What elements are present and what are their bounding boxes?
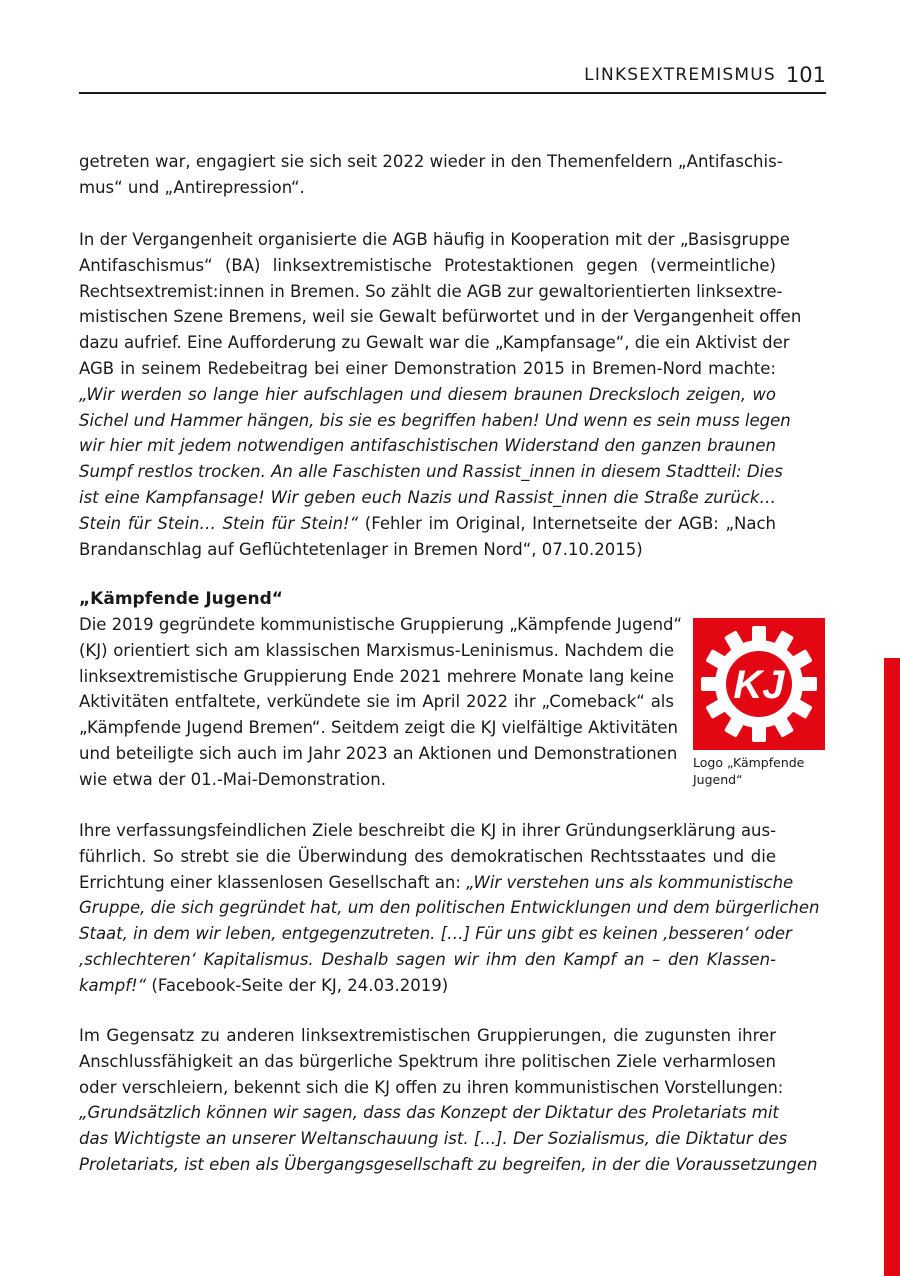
paragraph-4 (79, 1023, 818, 1178)
logo-caption (693, 754, 833, 788)
gear-logo-icon (693, 618, 825, 750)
text-line: linksextremistische Gruppierung Ende 2021 mehrere Monate lang keine (79, 666, 674, 686)
text-line: und beteiligte sich auch im Jahr 2023 an Aktionen und Demonstrationen (79, 743, 678, 763)
text-line: Aktivitäten entfaltete, verkündete sie im April 2022 ihr „Comeback“ als (79, 692, 674, 712)
text-line (79, 870, 794, 896)
quote-line: das Wichtigste an unserer Weltanschauung ist. [...]. Der Sozialismus, die Diktatur des (79, 1129, 788, 1149)
quote-line: Gruppe, die sich gegründet hat, um den politischen Entwicklungen und dem bürgerlichen (79, 898, 820, 918)
quote-start: „Wir verstehen uns als kommunistische (466, 872, 794, 892)
paragraph-1 (79, 149, 783, 201)
paragraph-2 (79, 227, 802, 562)
text-line: Brandanschlag auf Geflüchtetenlager in Bremen Nord“, 07.10.2015) (79, 539, 643, 559)
text-line: oder verschleiern, bekennt sich die KJ offen zu ihren kommunistischen Vorstellungen: (79, 1077, 784, 1097)
text-line: „Kämpfende Jugend Bremen“. Seitdem zeigt die KJ vielfältige Aktivitäten (79, 718, 678, 738)
quote-line: ist eine Kampfansage! Wir geben euch Nazis und Rassist_innen die Straße zurück… (79, 487, 776, 507)
text-line: (KJ) orientiert sich am klassischen Marxismus-Leninismus. Nachdem die (79, 640, 674, 660)
caption-line: Jugend“ (693, 772, 743, 787)
text-line (79, 511, 776, 537)
quote-line: wir hier mit jedem notwendigen antifaschistischen Widerstand den ganzen braunen (79, 436, 776, 456)
section-title: LINKSEXTREMISMUS (584, 65, 776, 85)
quote-line: Staat, in dem wir leben, entgegenzutreten. […] Für uns gibt es keinen ‚besseren‘ oder (79, 924, 792, 944)
text-line: Rechtsextremist:innen in Bremen. So zählt die AGB zur gewaltorientierten linksextre- (79, 281, 783, 301)
text-line: Im Gegensatz zu anderen linksextremistischen Gruppierungen, die zugunsten ihrer (79, 1026, 776, 1045)
text-line: Die 2019 gegründete kommunistische Gruppierung „Kämpfende Jugend“ (79, 615, 683, 634)
quote-line: „Grundsätzlich können wir sagen, dass das Konzept der Diktatur des Proletariats mit (79, 1103, 779, 1123)
text-line: Antifaschismus“ (BA) linksextremistische Protestaktionen gegen (vermeintliche) (79, 255, 776, 275)
text-line: führlich. So strebt sie die Überwindung des demokratischen Rechtsstaates und die (79, 846, 776, 866)
text-line: AGB in seinem Redebeitrag bei einer Demonstration 2015 in Bremen-Nord machte: (79, 358, 776, 378)
text-line: wie etwa der 01.-Mai-Demonstration. (79, 769, 386, 789)
text-line: mus“ und „Antirepression“. (79, 177, 305, 197)
text-line: Ihre verfassungsfeindlichen Ziele beschreibt die KJ in ihrer Gründungserklärung aus- (79, 821, 777, 840)
quote-line: „Wir werden so lange hier aufschlagen und diesem braunen Drecksloch zeigen, wo (79, 384, 776, 404)
kj-logo (693, 618, 825, 750)
caption-line: Logo „Kämpfende (693, 755, 805, 770)
quote-end: kampf!“ (79, 975, 147, 995)
quote-line: Sumpf restlos trocken. An alle Faschisten und Rassist_innen in diesem Stadtteil: Dies (79, 462, 783, 482)
quote-end: Stein für Stein… Stein für Stein!“ (79, 513, 359, 533)
running-header (79, 58, 826, 94)
page-number: 101 (785, 63, 826, 87)
logo-letters: KJ (733, 663, 785, 707)
text-line (79, 973, 776, 999)
chapter-marker-bar (884, 658, 900, 1276)
source-note: (Fehler im Original, Internetseite der AGB: „Nach (358, 513, 776, 533)
paragraph-kj (79, 612, 683, 793)
text-line: mistischen Szene Bremens, weil sie Gewalt befürwortet und in der Vergangenheit offen (79, 307, 802, 327)
paragraph-3 (79, 818, 820, 999)
source-note: (Facebook-Seite der KJ, 24.03.2019) (146, 975, 449, 995)
text-line: dazu aufrief. Eine Aufforderung zu Gewalt war die „Kampfansage“, die ein Aktivist der (79, 333, 790, 353)
text-line: In der Vergangenheit organisierte die AGB häufig in Kooperation mit der „Basisgruppe (79, 230, 790, 249)
text-fragment: Errichtung einer klassenlosen Gesellschaft an: (79, 872, 467, 892)
quote-line: ‚schlechteren‘ Kapitalismus. Deshalb sagen wir ihm den Kampf an – den Klassen- (79, 949, 776, 969)
section-heading: „Kämpfende Jugend“ (79, 589, 283, 609)
text-line: Anschlussfähigkeit an das bürgerliche Spektrum ihre politischen Ziele verharmlosen (79, 1051, 776, 1071)
quote-line: Proletariats, ist eben als Übergangsgesellschaft zu begreifen, in der die Voraussetzungen (79, 1154, 818, 1174)
quote-line: Sichel und Hammer hängen, bis sie es begriffen haben! Und wenn es sein muss legen (79, 410, 791, 430)
text-line: getreten war, engagiert sie sich seit 2022 wieder in den Themenfeldern „Antifaschis- (79, 152, 783, 171)
